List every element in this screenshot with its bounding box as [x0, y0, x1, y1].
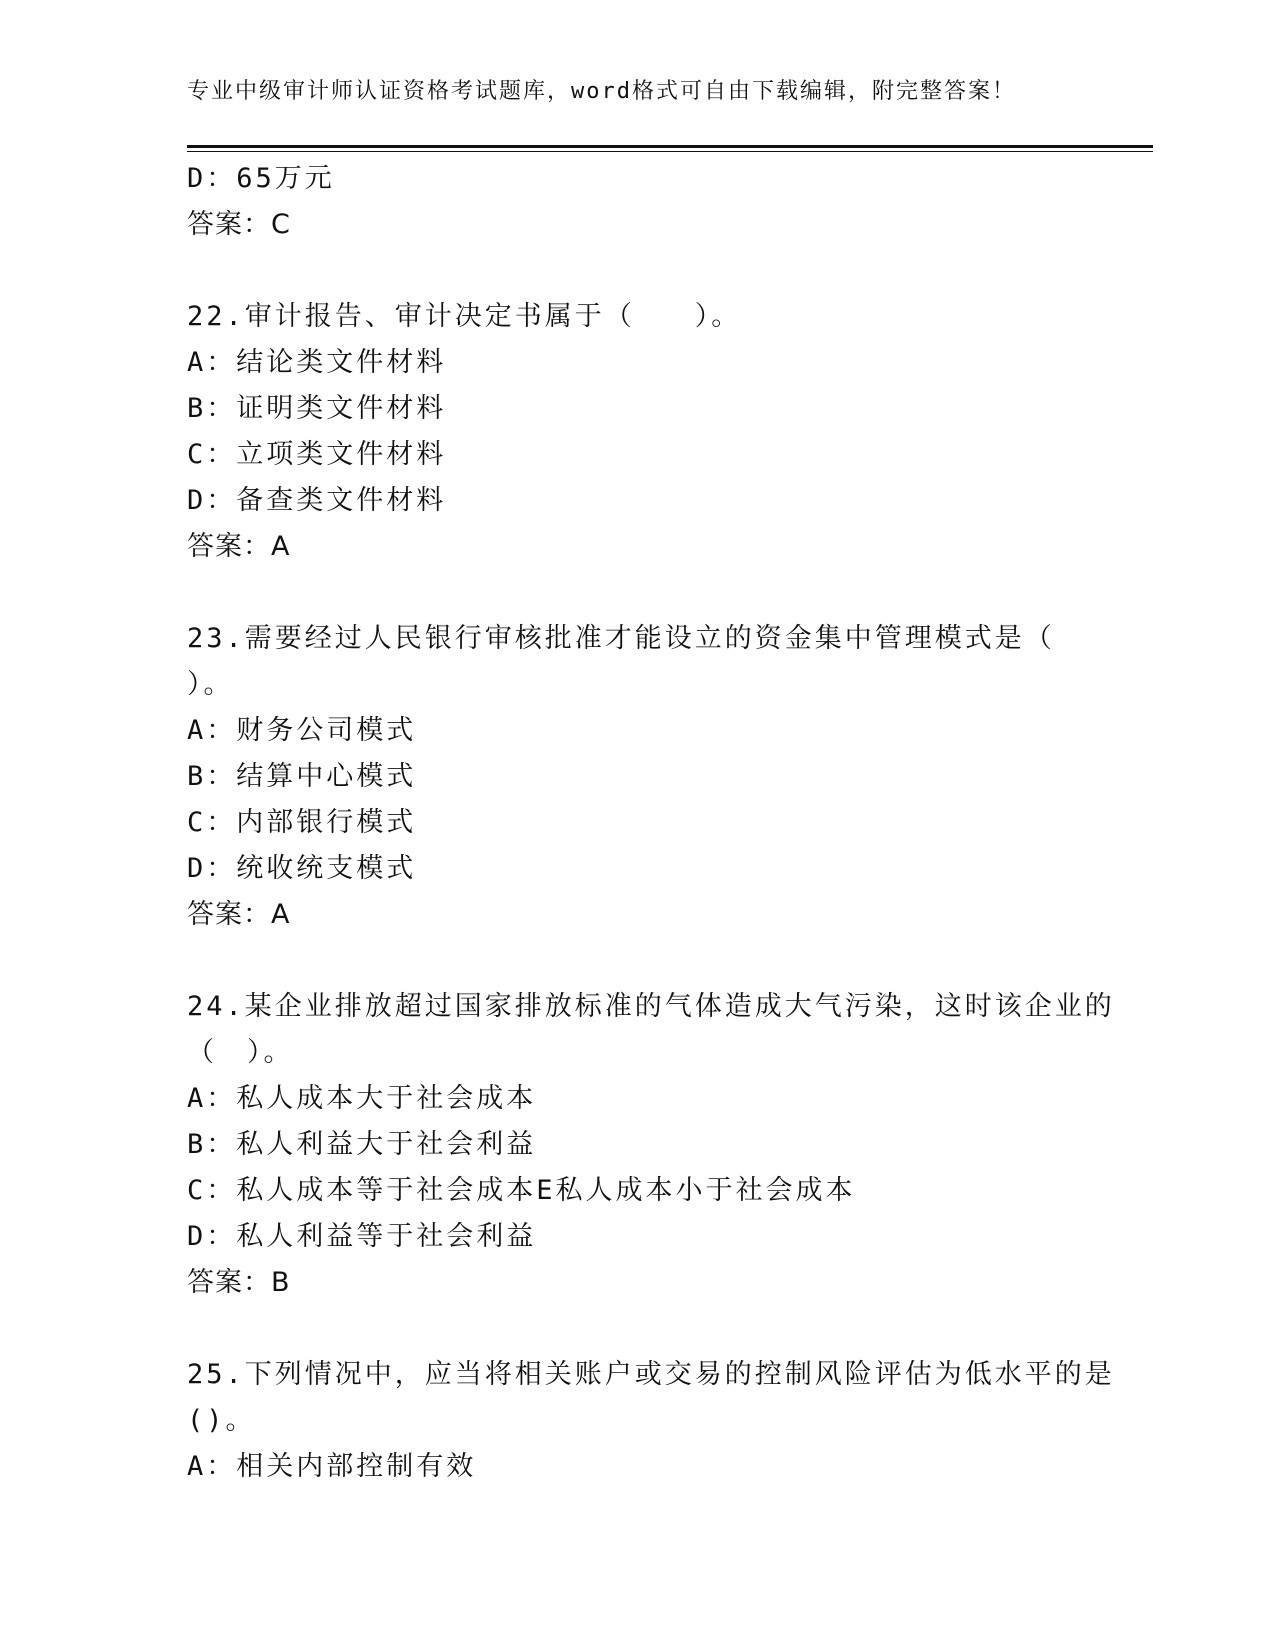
spacer	[187, 570, 1087, 616]
option-b: B：结算中心模式	[187, 761, 417, 792]
option-a: A：财务公司模式	[187, 715, 417, 746]
answer: 答案：A	[187, 899, 291, 930]
question-stem-continued: （ ）。	[187, 1037, 294, 1068]
option-d: D：统收统支模式	[187, 853, 417, 884]
answer: 答案：C	[187, 209, 291, 240]
option-a: A：私人成本大于社会成本	[187, 1083, 537, 1114]
option-d: D：65万元	[187, 163, 335, 194]
option-d: D：备查类文件材料	[187, 485, 447, 516]
question-list	[187, 156, 1115, 1490]
answer: 答案：A	[187, 531, 291, 562]
question-stem-continued: ()。	[187, 1405, 256, 1436]
spacer	[187, 1306, 1087, 1352]
question-stem: 25.下列情况中，应当将相关账户或交易的控制风险评估为低水平的是	[187, 1359, 1115, 1390]
spacer	[187, 248, 1087, 294]
option-c: C：私人成本等于社会成本E私人成本小于社会成本	[187, 1175, 856, 1206]
option-c: C：内部银行模式	[187, 807, 417, 838]
question-stem: 22.审计报告、审计决定书属于（ ）。	[187, 301, 742, 332]
header-rule-thin	[187, 151, 1153, 152]
option-a: A：相关内部控制有效	[187, 1451, 477, 1482]
option-a: A：结论类文件材料	[187, 347, 447, 378]
question-stem: 23.需要经过人民银行审核批准才能设立的资金集中管理模式是（	[187, 623, 1055, 654]
question-stem-continued: ）。	[187, 669, 234, 700]
option-d: D：私人利益等于社会利益	[187, 1221, 537, 1252]
option-b: B：证明类文件材料	[187, 393, 447, 424]
question-stem: 24.某企业排放超过国家排放标准的气体造成大气污染，这时该企业的	[187, 991, 1115, 1022]
spacer	[187, 938, 1087, 984]
option-c: C：立项类文件材料	[187, 439, 447, 470]
option-b: B：私人利益大于社会利益	[187, 1129, 537, 1160]
answer: 答案：B	[187, 1267, 291, 1298]
page-header: 专业中级审计师认证资格考试题库，word格式可自由下载编辑，附完整答案！	[187, 79, 1016, 104]
header-rule	[187, 145, 1153, 148]
